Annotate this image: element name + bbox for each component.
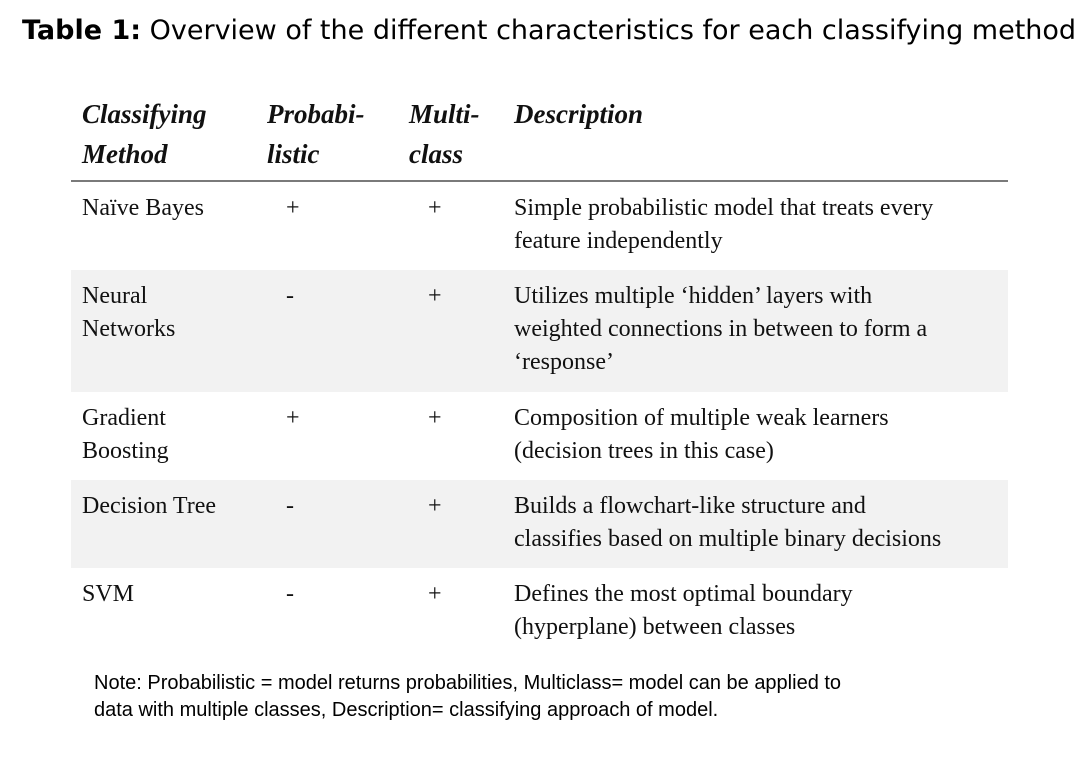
method-line: Gradient (82, 405, 166, 431)
table-caption (22, 12, 1077, 50)
description-line: (decision trees in this case) (514, 438, 774, 464)
description-line: Utilizes multiple ‘hidden’ layers with (514, 283, 873, 309)
description-line: (hyperplane) between classes (514, 614, 796, 640)
probabilistic-cell: + (286, 405, 300, 431)
method-line: Networks (82, 316, 176, 342)
probabilistic-cell: + (286, 195, 300, 221)
note-line: Note: Probabilistic = model returns probabilities, Multiclass= model can be applied to (94, 672, 842, 694)
description-line: Composition of multiple weak learners (514, 405, 889, 431)
method-line: Decision Tree (82, 493, 216, 519)
table-note (94, 670, 994, 724)
description-cell (503, 192, 1008, 270)
description-line: weighted connections in between to form a (514, 316, 928, 342)
header-method-line: Method (82, 139, 168, 169)
method-cell (71, 578, 256, 656)
header-probabilistic (256, 94, 398, 180)
description-line: feature independently (514, 228, 723, 254)
probabilistic-cell: - (286, 493, 294, 519)
method-cell (71, 402, 256, 480)
description-cell (503, 402, 1008, 480)
header-description (503, 94, 1008, 180)
note-line: data with multiple classes, Description= classifying approach of model. (94, 699, 719, 721)
header-multiclass-line: class (409, 139, 463, 169)
description-line: Simple probabilistic model that treats every (514, 195, 934, 221)
header-method (71, 94, 256, 180)
method-line: Naïve Bayes (82, 195, 204, 221)
description-cell (503, 280, 1008, 392)
caption-text: Overview of the different characteristics for each classifying method (141, 15, 1077, 46)
multiclass-cell: + (428, 405, 442, 431)
classifier-table (71, 90, 1008, 656)
multiclass-cell: + (428, 581, 442, 607)
table-row (71, 568, 1008, 656)
method-cell (71, 192, 256, 270)
description-cell (503, 578, 1008, 656)
header-method-line: Classifying (82, 99, 207, 129)
caption-label: Table 1: (22, 15, 142, 46)
header-probabilistic-line: listic (267, 139, 320, 169)
table-row (71, 480, 1008, 568)
description-cell (503, 490, 1008, 568)
table-row (71, 270, 1008, 392)
multiclass-cell: + (428, 195, 442, 221)
method-line: Neural (82, 283, 148, 309)
method-cell (71, 490, 256, 568)
multiclass-cell: + (428, 493, 442, 519)
method-line: Boosting (82, 438, 169, 464)
table-row (71, 392, 1008, 480)
header-multiclass-line: Multi- (409, 99, 480, 129)
description-line: ‘response’ (514, 349, 614, 375)
multiclass-cell: + (428, 283, 442, 309)
method-line: SVM (82, 581, 135, 607)
header-multiclass (398, 94, 503, 180)
description-line: classifies based on multiple binary decisions (514, 526, 942, 552)
probabilistic-cell: - (286, 283, 294, 309)
header-description-line: Description (514, 99, 644, 129)
method-cell (71, 280, 256, 392)
header-probabilistic-line: Probabi- (267, 99, 365, 129)
table-header-row (71, 90, 1008, 182)
description-line: Builds a flowchart-like structure and (514, 493, 866, 519)
probabilistic-cell: - (286, 581, 294, 607)
table-row (71, 182, 1008, 270)
description-line: Defines the most optimal boundary (514, 581, 853, 607)
